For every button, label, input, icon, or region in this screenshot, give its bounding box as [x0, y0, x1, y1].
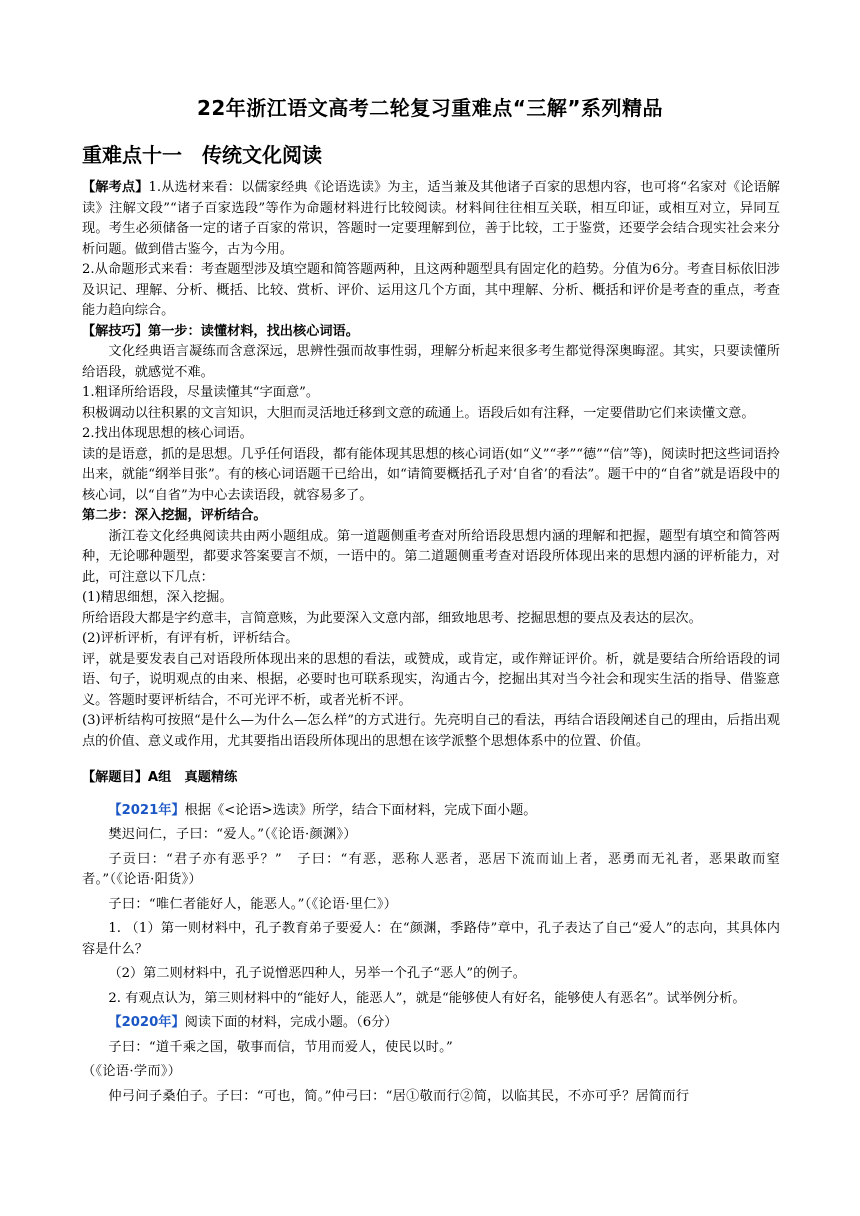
- y2021-tag: 【2021年】: [108, 802, 185, 818]
- y2021-quote-3: 子曰：“唯仁者能好人，能恶人。”（《论语·里仁》）: [108, 896, 398, 912]
- y2020-source-1: （《论语·学而》）: [82, 1064, 182, 1079]
- body-text: [82, 178, 780, 1107]
- y2021-intro: [82, 801, 780, 822]
- step1-heading: 第一步：读懂材料，找出核心词语。: [147, 323, 359, 339]
- jiekaodian-paragraph-2: 2.从命题形式来看：考查题型涉及填空题和简答题两种，且这两种题型具有固定化的趋势。分值为6分。考查目标依旧涉及识记、理解、分析、概括、比较、赏析、评价、运用这几个方面，其中理解、分析、概括和评价是考查的重点，考查能力趋向综合。: [82, 262, 780, 318]
- jietimu-heading: 【解题目】A组 真题精练: [82, 770, 238, 785]
- jiejiqiao-paragraph-10: 评，就是要发表自己对语段所体现出来的思想的看法，或赞成，或肯定，或作辩证评价。析，就是要结合所给语段的词语、句子，说明观点的由来、根据，必要时也可联系现实，沟通古今，挖掘出其对当今社会和现实生活的指导、借鉴意义。答题时要评析结合，不可光评不析，或者光析不评。: [82, 651, 780, 708]
- jiejiqiao-heading: [82, 322, 780, 343]
- jiejiqiao-paragraph-11: (3)评析结构可按照“是什么—为什么—怎么样”的方式进行。先亮明自己的看法，再结合语段阐述自己的理由，后指出观点的价值、意义或作用，尤其要指出语段所体现出的思想在该学派整个思想体系中的位置、价值。: [82, 713, 780, 749]
- jiekaodian-label: 【解考点】: [82, 180, 149, 195]
- y2020-intro-text: 阅读下面的材料，完成小题。（6分）: [184, 1015, 398, 1030]
- jiejiqiao-paragraph-9: (2)评析评析，有评有析，评析结合。: [82, 631, 299, 646]
- jiejiqiao-paragraph-3: 积极调动以往积累的文言知识，大胆而灵活地迁移到文意的疏通上。语段后如有注释，一定要借助它们来读懂文意。: [82, 405, 755, 421]
- jiejiqiao-paragraph-7: (1)精思细想，深入挖掘。: [82, 590, 233, 605]
- y2020-tag: 【2020年】: [108, 1015, 185, 1030]
- y2021-intro-text: 根据《<论语>选读》所学，结合下面材料，完成下面小题。: [184, 802, 537, 818]
- y2021-question-2: 2. 有观点认为，第三则材料中的“能好人，能恶人”，就是“能够使人有好名，能够使人有恶名”。试举例分析。: [108, 990, 746, 1006]
- y2021-quote-1: 樊迟问仁，子曰：“爱人。”（《论语·颜渊》）: [108, 827, 357, 842]
- jiejiqiao-paragraph-8: 所给语段大都是字约意丰，言简意赅，为此要深入文意内部，细致地思考、挖掘思想的要点及表达的层次。: [82, 610, 702, 626]
- y2020-quote-2: 仲弓问子桑伯子。子曰：“可也，简。”仲弓曰：“居①敬而行②简，以临其民，不亦可乎？居简而行: [108, 1088, 690, 1104]
- y2021-question-1: 1. （1）第一则材料中，孔子教育弟子要爱人：在“颜渊，季路侍”章中，孔子表达了自己“爱人”的志向，其具体内容是什么？: [82, 921, 780, 957]
- jiejiqiao-paragraph-5: 读的是语意，抓的是思想。几乎任何语段，都有能体现其思想的核心词语(如“义”“孝”“德”“信”等)，阅读时把这些词语拎出来，就能“纲举目张”。有的核心词语题干已给出，如“请简要概括孔子对‘自省’的看法”。题干中的“自省”就是语段中的核心词，以“自省”为中心去读语段，就容易多了。: [82, 446, 780, 503]
- document-title: 22年浙江语文高考二轮复习重难点“三解”系列精品: [196, 96, 664, 120]
- jiejiqiao-paragraph-6: 浙江卷文化经典阅读共由两小题组成。第一道题侧重考查对所给语段思想内涵的理解和把握，题型有填空和简答两种，无论哪种题型，都要求答案要言不烦，一语中的。第二道题侧重考查对语段所体现出来的思想内涵的评析能力，对此，可注意以下几点：: [82, 528, 780, 585]
- jiekaodian-paragraph-1: [82, 178, 780, 260]
- y2020-intro: [82, 1013, 780, 1034]
- y2021-quote-2: 子贡曰：“君子亦有恶乎？” 子曰：“有恶，恶称人恶者，恶居下流而讪上者，恶勇而无礼者，恶果敢而窒者。”（《论语·阳货》）: [82, 851, 780, 887]
- jiejiqiao-paragraph-1: 文化经典语言凝练而含意深远，思辨性强而故事性弱，理解分析起来很多考生都觉得深奥晦涩。其实，只要读懂所给语段，就感觉不难。: [82, 344, 780, 380]
- section-title: 重难点十一 传统文化阅读: [82, 143, 322, 167]
- step2-heading: 第二步：深入挖掘，评析结合。: [82, 508, 267, 523]
- jiejiqiao-label: 【解技巧】: [82, 323, 148, 339]
- jiejiqiao-paragraph-4: 2.找出体现思想的核心词语。: [82, 426, 253, 441]
- jiekaodian-text-1: 1.从选材来看：以儒家经典《论语选读》为主，适当兼及其他诸子百家的思想内容，也可将“名家对《论语解读》注解文段”“诸子百家选段”等作为命题材料进行比较阅读。材料间往往相互关联，相互印证，或相互对立，异同互现。考生必须储备一定的诸子百家的常识，答题时一定要理解到位，善于比较，工于鉴赏，还要学会结合现实社会来分析问题。做到借古鉴今，古为今用。: [82, 180, 780, 257]
- y2020-quote-1: 子曰：“道千乘之国，敬事而信，节用而爱人，使民以时。”: [108, 1039, 454, 1055]
- jiejiqiao-paragraph-2: 1.粗译所给语段，尽量读懂其“字面意”。: [82, 385, 320, 400]
- y2021-question-1b: （2）第二则材料中，孔子说憎恶四种人，另举一个孔子“恶人”的例子。: [108, 966, 526, 981]
